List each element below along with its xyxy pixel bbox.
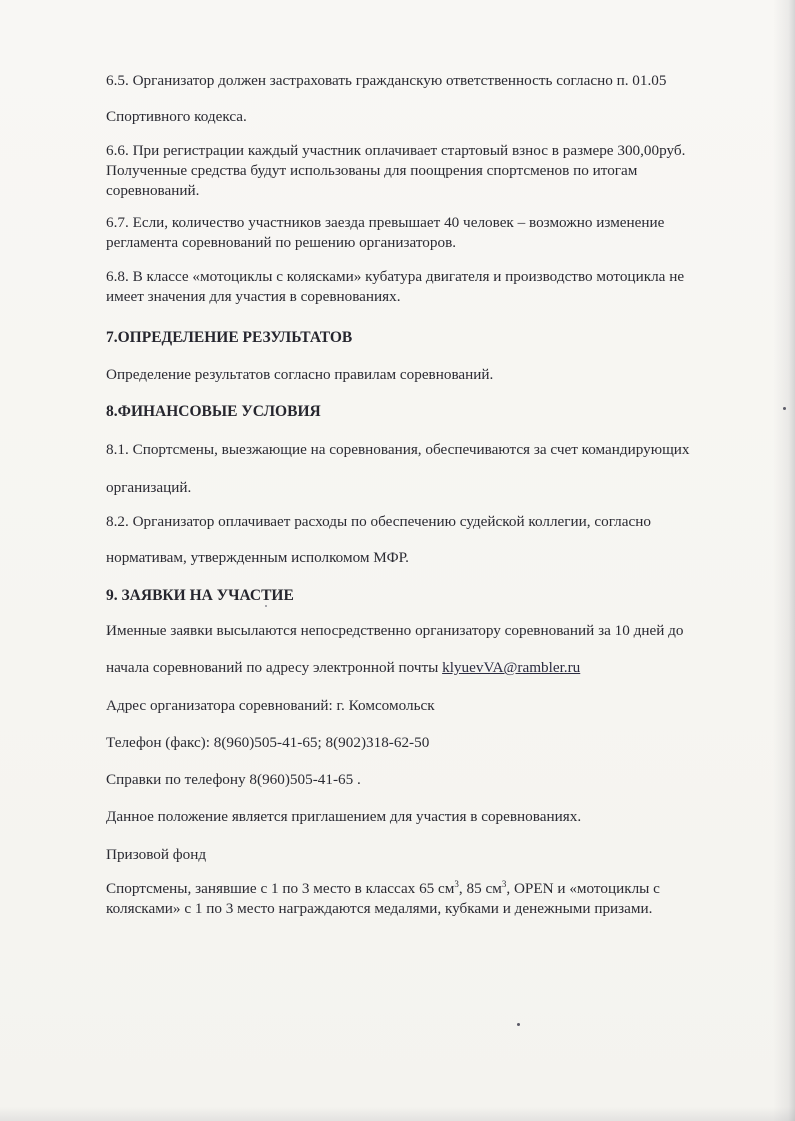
section-8-heading: 8.ФИНАНСОВЫЕ УСЛОВИЯ — [106, 403, 321, 420]
info-phone: Справки по телефону 8(960)505-41-65 . — [106, 771, 361, 788]
applications-line-2 — [106, 659, 580, 677]
clause-6-6-line-3: соревнований. — [106, 182, 200, 199]
organizer-address: Адрес организатора соревнований: г. Комсомольск — [106, 697, 435, 714]
scan-speck — [517, 1023, 520, 1026]
clause-6-5-line-1: 6.5. Организатор должен застраховать гражданскую ответственность согласно п. 01.05 — [106, 72, 667, 89]
clause-6-5-line-2: Спортивного кодекса. — [106, 108, 247, 125]
clause-6-6-line-1: 6.6. При регистрации каждый участник оплачивает стартовый взнос в размере 300,00руб. — [106, 142, 686, 159]
clause-8-2-line-1: 8.2. Организатор оплачивает расходы по обеспечению судейской коллегии, согласно — [106, 513, 651, 530]
clause-6-8-line-1: 6.8. В классе «мотоциклы с колясками» кубатура двигателя и производство мотоцикла не — [106, 268, 685, 285]
clause-6-8-line-2: имеет значения для участия в соревнованиях. — [106, 288, 401, 305]
clause-8-2-line-2: нормативам, утвержденным исполкомом МФР. — [106, 549, 409, 566]
prize-line-2: колясками» с 1 по 3 место награждаются медалями, кубками и денежными призами. — [106, 900, 653, 917]
section-7-heading: 7.ОПРЕДЕЛЕНИЕ РЕЗУЛЬТАТОВ — [106, 329, 353, 346]
invitation-note: Данное положение является приглашением для участия в соревнованиях. — [106, 808, 582, 825]
applications-line-1: Именные заявки высылаются непосредственно организатору соревнований за 10 дней до — [106, 622, 684, 639]
prize-line-1 — [106, 880, 660, 898]
prize-line-1-part-2: , 85 см — [458, 880, 502, 897]
section-9-heading: 9. ЗАЯВКИ НА УЧАСТИЕ — [106, 587, 294, 604]
prize-line-1-part-1: Спортсмены, занявшие с 1 по 3 место в классах 65 см — [106, 880, 455, 897]
cubic-superscript-2: 3 — [501, 878, 507, 889]
clause-6-6-line-2: Полученные средства будут использованы для поощрения спортсменов по итогам — [106, 162, 638, 179]
clause-6-7-line-1: 6.7. Если, количество участников заезда превышает 40 человек – возможно изменение — [106, 214, 665, 231]
email-link[interactable]: klyuevVA@rambler.ru — [442, 659, 581, 676]
prize-fund-title: Призовой фонд — [106, 846, 207, 863]
clause-6-7-line-2: регламента соревнований по решению организаторов. — [106, 234, 457, 251]
applications-line-2-text: начала соревнований по адресу электронной почты — [106, 659, 443, 676]
phone-fax: Телефон (факс): 8(960)505-41-65; 8(902)318-62-50 — [106, 734, 430, 751]
clause-8-1-line-1: 8.1. Спортсмены, выезжающие на соревнования, обеспечиваются за счет командирующих — [106, 441, 690, 458]
prize-line-1-part-3: , OPEN и «мотоциклы с — [506, 880, 660, 897]
clause-8-1-line-2: организаций. — [106, 479, 192, 496]
scan-bottom-shadow — [0, 1107, 795, 1121]
scan-speck — [265, 605, 267, 607]
scan-edge-shadow — [773, 0, 795, 1121]
section-7-text: Определение результатов согласно правилам соревнований. — [106, 366, 494, 383]
cubic-superscript-1: 3 — [454, 878, 459, 889]
